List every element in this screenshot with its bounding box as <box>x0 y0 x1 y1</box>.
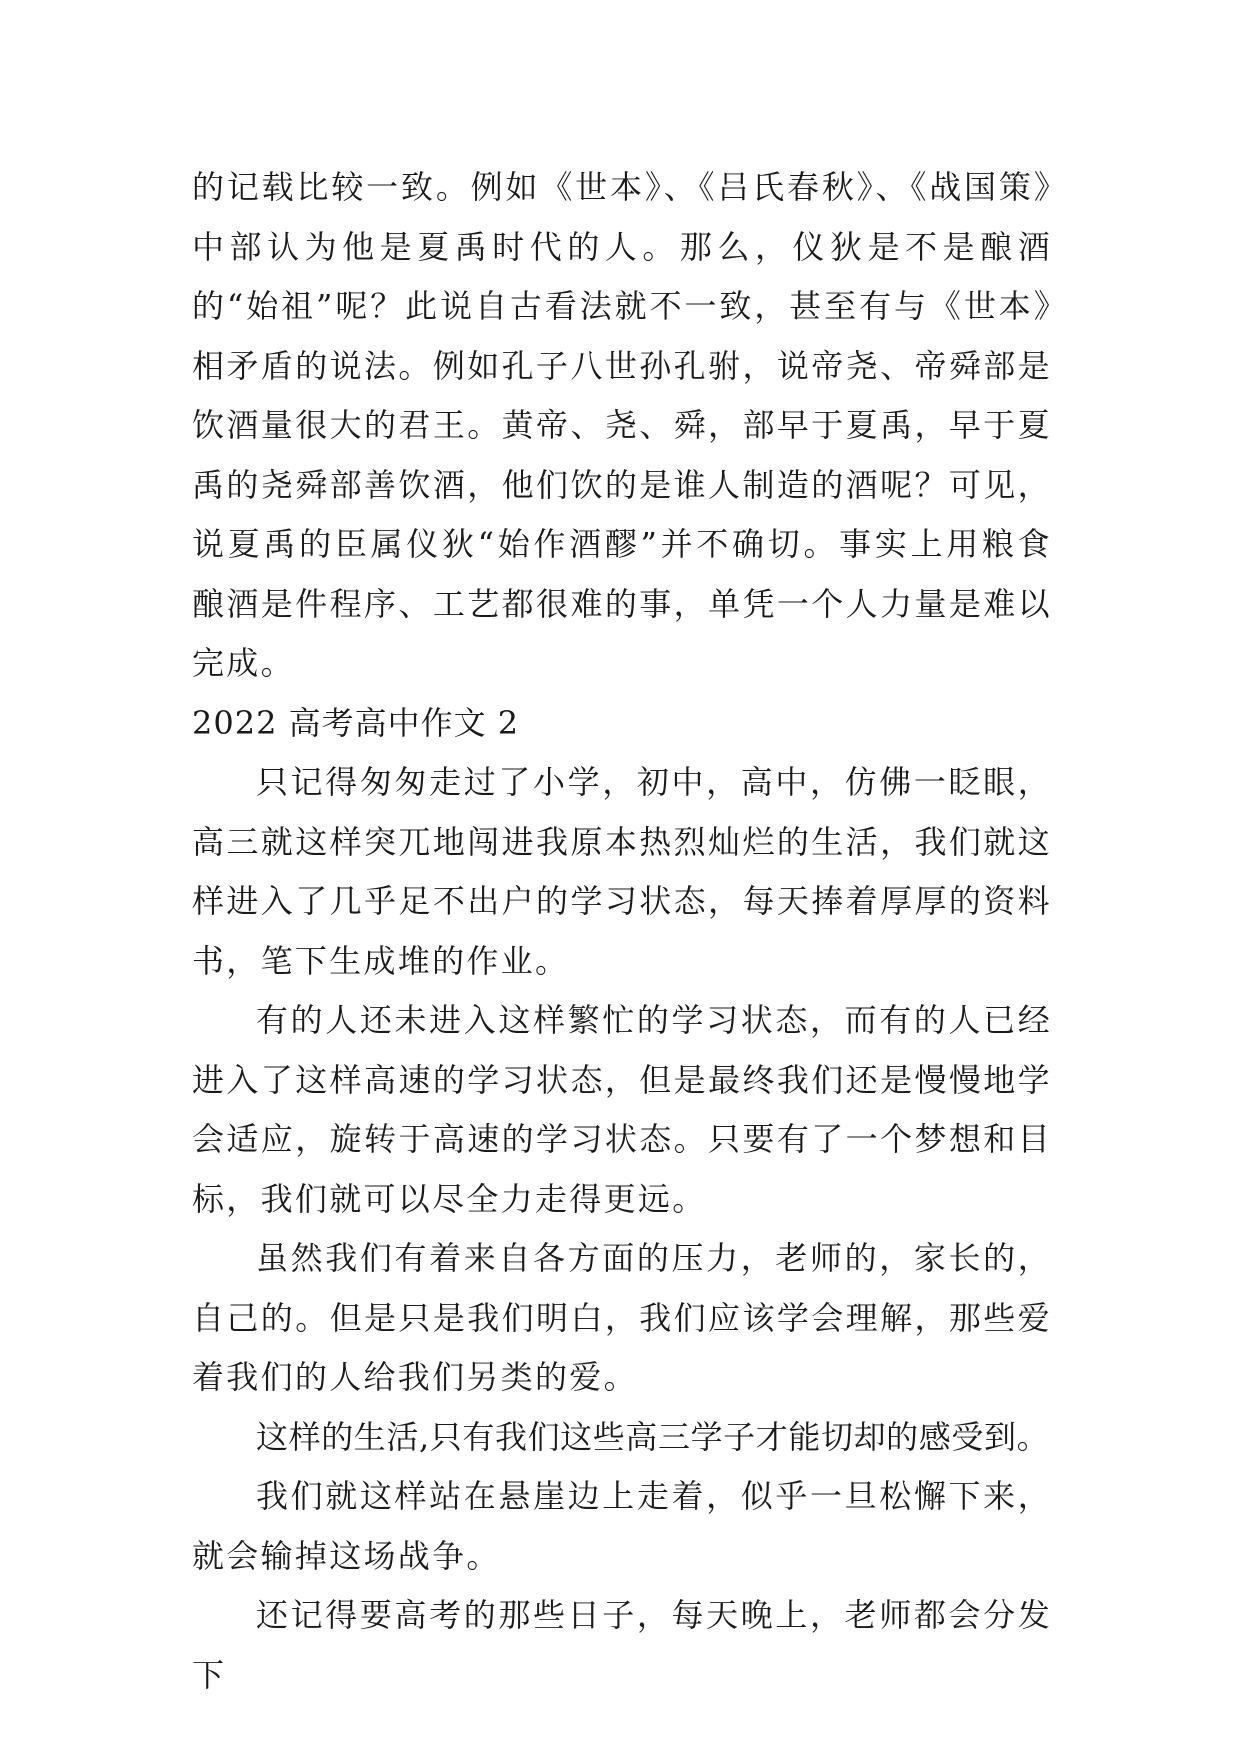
body-paragraph-1: 只记得匆匆走过了小学，初中，高中，仿佛一眨眼，高三就这样突兀地闯进我原本热烈灿烂的生活，我们就这样进入了几乎足不出户的学习状态，每天捧着厚厚的资料书，笔下生成堆的作业。 <box>192 763 1052 980</box>
intro-paragraph: 的记载比较一致。例如《世本》、《吕氏春秋》、《战国策》中部认为他是夏禹时代的人。那么，仪狄是不是酿酒的“始祖”呢？此说自古看法就不一致，甚至有与《世本》相矛盾的说法。例如孔子八世孙孔驸，说帝尧、帝舜部是饮酒量很大的君王。黄帝、尧、舜，部早于夏禹，早于夏禹的尧舜部善饮酒，他们饮的是谁人制造的酒呢？可见，说夏禹的臣属仪狄“始作酒醪”并不确切。事实上用粮食酿酒是件程序、工艺都很难的事，单凭一个人力量是难以完成。 <box>192 168 1052 682</box>
body-paragraph-6: 还记得要高考的那些日子，每天晚上，老师都会分发下 <box>192 1596 1052 1694</box>
document-body <box>192 158 1052 1705</box>
section-heading: 2022 高考高中作文 2 <box>192 703 520 742</box>
body-paragraph-5: 我们就这样站在悬崖边上走着，似乎一旦松懈下来，就会输掉这场战争。 <box>192 1477 1052 1575</box>
body-paragraph-3: 虽然我们有着来自各方面的压力，老师的，家长的，自己的。但是只是我们明白，我们应该学会理解，那些爱着我们的人给我们另类的爱。 <box>192 1239 1052 1396</box>
body-paragraph-2: 有的人还未进入这样繁忙的学习状态，而有的人已经进入了这样高速的学习状态，但是最终我们还是慢慢地学会适应，旋转于高速的学习状态。只要有了一个梦想和目标，我们就可以尽全力走得更远。 <box>192 1001 1052 1218</box>
body-paragraph-4: 这样的生活,只有我们这些高三学子才能切却的感受到。 <box>256 1417 1050 1456</box>
